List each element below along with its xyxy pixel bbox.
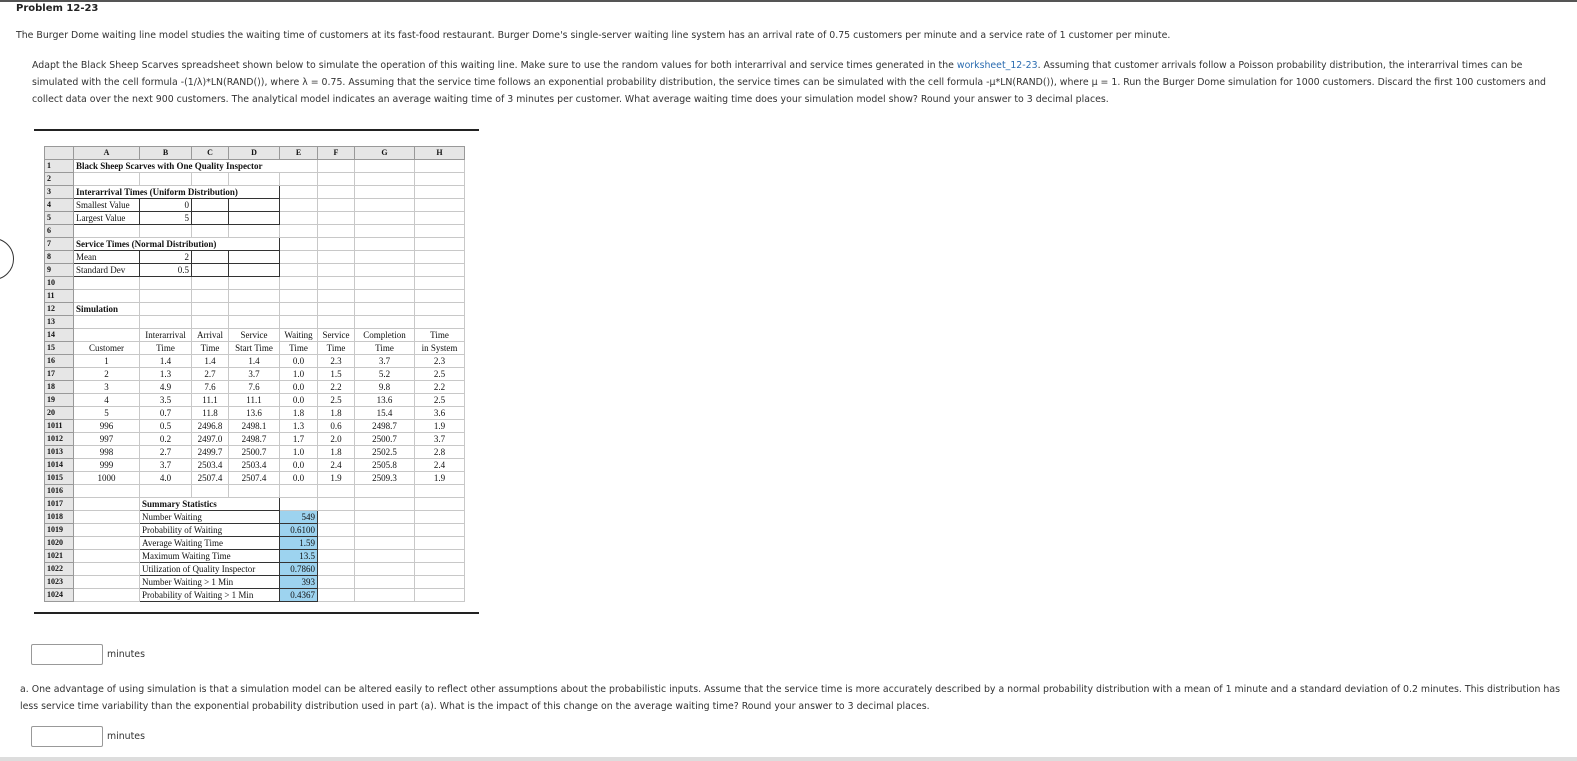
summary-heading: Summary Statistics <box>140 498 280 511</box>
col-header: A <box>74 147 140 160</box>
table-cell: 3.7 <box>415 433 465 446</box>
table-cell: 2503.4 <box>192 459 229 472</box>
row-number: 5 <box>45 212 74 225</box>
row-number: 18 <box>45 381 74 394</box>
table-cell: 4.0 <box>140 472 192 485</box>
table-cell: 11.8 <box>192 407 229 420</box>
summary-value: 393 <box>280 576 318 589</box>
sim-header <box>74 329 140 342</box>
table-row <box>45 459 465 472</box>
mean-label: Mean <box>74 251 140 264</box>
column-header-row <box>45 147 465 160</box>
row-number: 1024 <box>45 589 74 602</box>
summary-value: 0.4367 <box>280 589 318 602</box>
row-number: 15 <box>45 342 74 355</box>
table-cell: 0.0 <box>280 381 318 394</box>
row-number: 19 <box>45 394 74 407</box>
table-cell: 4.9 <box>140 381 192 394</box>
row-number: 1018 <box>45 511 74 524</box>
table-cell: 1.9 <box>318 472 355 485</box>
table-cell: 1.3 <box>280 420 318 433</box>
row-number: 6 <box>45 225 74 238</box>
table-cell: 4 <box>74 394 140 407</box>
table-cell: 2499.7 <box>192 446 229 459</box>
row-number: 2 <box>45 173 74 186</box>
table-cell: 3 <box>74 381 140 394</box>
row-number: 14 <box>45 329 74 342</box>
simulation-label: Simulation <box>74 303 140 316</box>
table-cell: 3.7 <box>140 459 192 472</box>
table-cell: 3.7 <box>229 368 280 381</box>
table-cell: 2.7 <box>140 446 192 459</box>
sim-header: in System <box>415 342 465 355</box>
col-header: H <box>415 147 465 160</box>
problem-instructions <box>32 57 1562 108</box>
row-number: 1014 <box>45 459 74 472</box>
row-number: 1 <box>45 160 74 173</box>
problem-intro: The Burger Dome waiting line model studies the waiting time of customers at its fast-food restaurant. Burger Dome's single-server waiting line system has an arrival rate of 0.75 customers per minute and a service rate of 1 customer per minute. <box>16 30 1171 41</box>
sim-header: Time <box>140 342 192 355</box>
smallest-value-label: Smallest Value <box>74 199 140 212</box>
simulation-rows <box>45 355 465 485</box>
row-number: 4 <box>45 199 74 212</box>
col-header: F <box>318 147 355 160</box>
col-header: D <box>229 147 280 160</box>
table-cell: 2509.3 <box>355 472 415 485</box>
side-tab-edge[interactable] <box>0 238 14 280</box>
sheet-bottom-rule <box>34 612 479 614</box>
row-number: 1019 <box>45 524 74 537</box>
summary-value: 13.5 <box>280 550 318 563</box>
table-cell: 2.5 <box>318 394 355 407</box>
row-number: 11 <box>45 290 74 303</box>
table-cell: 9.8 <box>355 381 415 394</box>
table-cell: 1.3 <box>140 368 192 381</box>
instructions-text-start: Adapt the Black Sheep Scarves spreadsheet shown below to simulate the operation of this waiting line. Make sure to use the random values for both interarrival and service times generated in the <box>32 60 957 71</box>
table-cell: 0.6 <box>318 420 355 433</box>
instructions-text-end: . Assuming that customer arrivals follow a Poisson probability distribution, the interarrival times can be simulated with the cell formula -(1/λ)*LN(RAND()), where λ = 0.75. Assuming that the service time follows an exponential probability distribution, the service times can be simulated with the cell formula -μ*LN(RAND()), where μ = 1. Run the Burger Dome simulation for 1000 customers. Discard the first 100 customers and collect data over the next 900 customers. The analytical model indicates an average waiting time of 3 minutes per customer. What average waiting time does your simulation model show? Round your answer to 3 decimal places. <box>32 60 1547 105</box>
mean-value: 2 <box>140 251 192 264</box>
row-number: 1017 <box>45 498 74 511</box>
summary-label: Number Waiting <box>140 511 280 524</box>
sheet-top-rule <box>34 129 479 131</box>
row-number: 1011 <box>45 420 74 433</box>
table-cell: 2500.7 <box>229 446 280 459</box>
table-cell: 0.0 <box>280 459 318 472</box>
table-cell: 998 <box>74 446 140 459</box>
row-number: 20 <box>45 407 74 420</box>
table-cell: 2505.8 <box>355 459 415 472</box>
table-cell: 1.5 <box>318 368 355 381</box>
row-number: 17 <box>45 368 74 381</box>
table-cell: 996 <box>74 420 140 433</box>
summary-row <box>45 576 465 589</box>
sd-value: 0.5 <box>140 264 192 277</box>
row-number: 8 <box>45 251 74 264</box>
table-cell: 5.2 <box>355 368 415 381</box>
summary-value: 1.59 <box>280 537 318 550</box>
service-heading: Service Times (Normal Distribution) <box>74 238 280 251</box>
summary-value: 549 <box>280 511 318 524</box>
row-number: 13 <box>45 316 74 329</box>
table-cell: 0.7 <box>140 407 192 420</box>
sim-header: Arrival <box>192 329 229 342</box>
sheet-title: Black Sheep Scarves with One Quality Inspector <box>74 160 318 173</box>
table-cell: 2498.7 <box>355 420 415 433</box>
sim-header: Service <box>229 329 280 342</box>
top-border <box>0 0 1577 2</box>
summary-label: Number Waiting > 1 Min <box>140 576 280 589</box>
sim-header: Time <box>415 329 465 342</box>
table-cell: 1.4 <box>192 355 229 368</box>
answer-unit-label: minutes <box>107 649 145 660</box>
sim-header: Interarrival <box>140 329 192 342</box>
col-header: B <box>140 147 192 160</box>
row-number: 9 <box>45 264 74 277</box>
table-cell: 2498.7 <box>229 433 280 446</box>
table-cell: 13.6 <box>355 394 415 407</box>
table-cell: 2.0 <box>318 433 355 446</box>
table-cell: 997 <box>74 433 140 446</box>
row-number: 16 <box>45 355 74 368</box>
table-cell: 2.5 <box>415 368 465 381</box>
table-cell: 0.5 <box>140 420 192 433</box>
row-number: 1023 <box>45 576 74 589</box>
table-cell: 2503.4 <box>229 459 280 472</box>
table-cell: 13.6 <box>229 407 280 420</box>
row-number: 1015 <box>45 472 74 485</box>
table-row <box>45 446 465 459</box>
summary-row <box>45 563 465 576</box>
table-cell: 2.5 <box>415 394 465 407</box>
summary-row <box>45 511 465 524</box>
table-cell: 1.0 <box>280 368 318 381</box>
sim-header: Time <box>355 342 415 355</box>
problem-title: Problem 12-23 <box>16 3 99 14</box>
table-cell: 1.9 <box>415 472 465 485</box>
sim-header: Waiting <box>280 329 318 342</box>
col-header: C <box>192 147 229 160</box>
table-cell: 1.4 <box>140 355 192 368</box>
table-cell: 15.4 <box>355 407 415 420</box>
table-cell: 2.4 <box>415 459 465 472</box>
sim-header-row <box>45 342 465 355</box>
summary-rows <box>45 511 465 602</box>
sim-header: Completion <box>355 329 415 342</box>
row-number: 3 <box>45 186 74 199</box>
table-cell: 2500.7 <box>355 433 415 446</box>
table-row <box>45 420 465 433</box>
sd-label: Standard Dev <box>74 264 140 277</box>
summary-label: Utilization of Quality Inspector <box>140 563 280 576</box>
table-cell: 2498.1 <box>229 420 280 433</box>
table-cell: 11.1 <box>192 394 229 407</box>
summary-label: Maximum Waiting Time <box>140 550 280 563</box>
table-cell: 0.0 <box>280 355 318 368</box>
summary-label: Probability of Waiting <box>140 524 280 537</box>
table-cell: 2.8 <box>415 446 465 459</box>
summary-label: Probability of Waiting > 1 Min <box>140 589 280 602</box>
table-cell: 1.4 <box>229 355 280 368</box>
summary-row <box>45 550 465 563</box>
table-cell: 1.9 <box>415 420 465 433</box>
table-row <box>45 472 465 485</box>
table-cell: 0.2 <box>140 433 192 446</box>
summary-row <box>45 524 465 537</box>
table-cell: 2 <box>74 368 140 381</box>
table-cell: 5 <box>74 407 140 420</box>
table-cell: 1.8 <box>318 446 355 459</box>
part-a-question: a. One advantage of using simulation is that a simulation model can be altered easily to reflect other assumptions about the probabilistic inputs. Assume that the service time is more accurately described by a normal probability distribution with a mean of 1 minute and a standard deviation of 0.2 minutes. This distribution has less service time variability than the exponential probability distribution used in part (a). What is the impact of this change on the average waiting time? Round your answer to 3 decimal places. <box>20 684 1560 712</box>
row-number: 1012 <box>45 433 74 446</box>
table-row <box>45 381 465 394</box>
spreadsheet-image <box>44 146 465 602</box>
table-row <box>45 368 465 381</box>
corner-cell <box>45 147 74 160</box>
row-number: 12 <box>45 303 74 316</box>
summary-value: 0.7860 <box>280 563 318 576</box>
table-cell: 1.0 <box>280 446 318 459</box>
col-header: E <box>280 147 318 160</box>
row-number: 1022 <box>45 563 74 576</box>
row-number: 10 <box>45 277 74 290</box>
table-cell: 3.6 <box>415 407 465 420</box>
interarrival-heading: Interarrival Times (Uniform Distribution) <box>74 186 280 199</box>
table-cell: 2.7 <box>192 368 229 381</box>
table-cell: 0.0 <box>280 472 318 485</box>
summary-row <box>45 589 465 602</box>
row-number: 1021 <box>45 550 74 563</box>
table-cell: 3.7 <box>355 355 415 368</box>
table-cell: 0.0 <box>280 394 318 407</box>
table-cell: 2502.5 <box>355 446 415 459</box>
sim-header-row <box>45 329 465 342</box>
table-cell: 2507.4 <box>229 472 280 485</box>
summary-row <box>45 537 465 550</box>
table-cell: 999 <box>74 459 140 472</box>
table-cell: 3.5 <box>140 394 192 407</box>
table-cell: 7.6 <box>192 381 229 394</box>
table-row <box>45 394 465 407</box>
table-cell: 2.2 <box>415 381 465 394</box>
table-row <box>45 433 465 446</box>
table-cell: 11.1 <box>229 394 280 407</box>
table-cell: 2.4 <box>318 459 355 472</box>
table-cell: 2507.4 <box>192 472 229 485</box>
table-cell: 1.8 <box>280 407 318 420</box>
table-row <box>45 355 465 368</box>
table-cell: 1 <box>74 355 140 368</box>
bottom-border <box>0 757 1577 761</box>
answer-unit-label: minutes <box>107 731 145 742</box>
answer-input-avg-wait[interactable] <box>31 644 103 665</box>
sim-header: Start Time <box>229 342 280 355</box>
sim-header: Time <box>318 342 355 355</box>
row-number: 7 <box>45 238 74 251</box>
largest-value: 5 <box>140 212 192 225</box>
sim-header: Customer <box>74 342 140 355</box>
answer-input-part-a[interactable] <box>31 726 103 747</box>
table-cell: 2.3 <box>415 355 465 368</box>
row-number: 1016 <box>45 485 74 498</box>
table-cell: 7.6 <box>229 381 280 394</box>
largest-value-label: Largest Value <box>74 212 140 225</box>
sim-header: Time <box>192 342 229 355</box>
table-cell: 2496.8 <box>192 420 229 433</box>
table-row <box>45 407 465 420</box>
table-cell: 2.3 <box>318 355 355 368</box>
table-cell: 2.2 <box>318 381 355 394</box>
table-cell: 1.7 <box>280 433 318 446</box>
summary-label: Average Waiting Time <box>140 537 280 550</box>
col-header: G <box>355 147 415 160</box>
summary-value: 0.6100 <box>280 524 318 537</box>
table-cell: 1.8 <box>318 407 355 420</box>
row-number: 1020 <box>45 537 74 550</box>
table-cell: 2497.0 <box>192 433 229 446</box>
row-number: 1013 <box>45 446 74 459</box>
table-cell: 1000 <box>74 472 140 485</box>
sim-header: Time <box>280 342 318 355</box>
worksheet-link[interactable]: worksheet_12-23 <box>956 60 1038 71</box>
sim-header: Service <box>318 329 355 342</box>
smallest-value: 0 <box>140 199 192 212</box>
